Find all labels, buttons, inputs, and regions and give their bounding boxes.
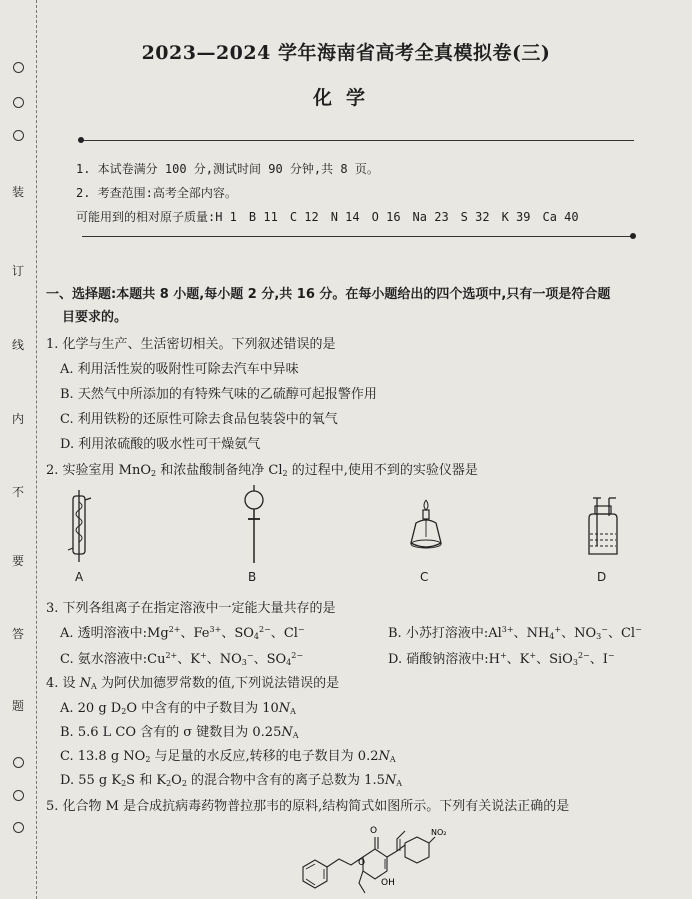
q4-option-c: C. 13.8 g $NO_2$ 与足量的水反应,转移的电子数目为 $0.2N_A$ bbox=[60, 749, 396, 764]
binding-hole-icon bbox=[13, 790, 24, 801]
q1-option-c: C. 利用铁粉的还原性可除去食品包装袋中的氧气 bbox=[60, 412, 338, 427]
q4-option-d: D. 55 g $K_2S$ 和 $K_2O_2$ 的混合物中含有的离子总数为 $1.5N_A$ bbox=[60, 773, 403, 788]
q3-option-c: C. 氨水溶液中$:Cu^{2+}$、K+、$NO_3^-$、$SO_4^{2-}$ bbox=[60, 651, 304, 667]
question-3-stem: 3. 下列各组离子在指定溶液中一定能大量共存的是 bbox=[46, 601, 336, 616]
atomic-mass: H 1 bbox=[215, 210, 237, 224]
separatory-funnel-icon bbox=[242, 485, 266, 563]
question-4-stem: 4. 设 $N_A$ 为阿伏加德罗常数的值,下列说法错误的是 bbox=[46, 676, 340, 691]
q4-option-a: A. 20 g $D_2O$ 中含有的中子数目为 $10N_A$ bbox=[60, 701, 296, 716]
binding-hole-icon bbox=[13, 130, 24, 141]
margin-char: 订 bbox=[11, 264, 24, 278]
margin-char: 答 bbox=[11, 627, 24, 641]
binding-margin bbox=[0, 0, 37, 899]
question-1-stem: 1. 化学与生产、生活密切相关。下列叙述错误的是 bbox=[46, 337, 336, 352]
apparatus-label-d: D bbox=[597, 570, 607, 584]
struct-label: OH bbox=[381, 878, 395, 888]
note-1: 1. 本试卷满分 100 分,测试时间 90 分钟,共 8 页。 bbox=[76, 162, 379, 176]
gas-washing-bottle-icon bbox=[585, 498, 621, 558]
q3-option-d: D. 硝酸钠溶液中:H+、K+、SiO$_3^{2-}$、I− bbox=[388, 651, 615, 667]
section-header-cont: 目要求的。 bbox=[62, 310, 128, 325]
q1-option-b: B. 天然气中所添加的有特殊气味的乙硫醇可起报警作用 bbox=[60, 387, 377, 402]
compound-m-structure bbox=[285, 815, 445, 899]
atomic-mass: S 32 bbox=[460, 210, 490, 224]
atomic-mass-label: 可能用到的相对原子质量: bbox=[76, 210, 216, 224]
apparatus-label-c: C bbox=[420, 570, 429, 584]
margin-char: 线 bbox=[11, 338, 24, 352]
top-divider bbox=[82, 140, 634, 141]
margin-char: 不 bbox=[11, 485, 24, 499]
struct-label: NO₂ bbox=[431, 828, 447, 837]
section-header: 一、选择题:本题共 8 小题,每小题 2 分,共 16 分。在每小题给出的四个选项中,只有一项是符合题 bbox=[46, 287, 611, 302]
q1-option-d: D. 利用浓硫酸的吸水性可干燥氨气 bbox=[60, 437, 261, 452]
subject-title: 化学 bbox=[312, 87, 379, 109]
question-2-stem: 2. 实验室用 MnO$_2$ 和浓盐酸制备纯净 $Cl_2$ 的过程中,使用不到的实验仪器是 bbox=[46, 463, 478, 478]
margin-char: 装 bbox=[11, 185, 24, 199]
struct-label: O bbox=[358, 858, 366, 868]
margin-char: 题 bbox=[11, 699, 24, 713]
exam-title: 2023—2024 学年海南省高考全真模拟卷(三) bbox=[141, 42, 551, 64]
struct-label: O bbox=[370, 826, 378, 836]
q3-option-b: B. 小苏打溶液中$:Al^{3+}$、$NH_4^+$、$NO_3^-$、Cl− bbox=[388, 625, 642, 641]
bottom-divider bbox=[82, 236, 634, 237]
divider-dot bbox=[630, 233, 636, 239]
atomic-mass: K 39 bbox=[501, 210, 531, 224]
binding-hole-icon bbox=[13, 822, 24, 833]
atomic-mass: Ca 40 bbox=[542, 210, 579, 224]
margin-char: 内 bbox=[11, 412, 24, 426]
note-2: 2. 考查范围:高考全部内容。 bbox=[76, 186, 237, 200]
atomic-mass: C 12 bbox=[289, 210, 319, 224]
atomic-mass: B 11 bbox=[248, 210, 278, 224]
binding-hole-icon bbox=[13, 757, 24, 768]
atomic-mass: N 14 bbox=[330, 210, 360, 224]
divider-dot bbox=[78, 137, 84, 143]
q3-option-a: A. 透明溶液中$:Mg^{2+}$、$Fe^{3+}$、$SO_4^{2-}$、Cl− bbox=[60, 625, 305, 641]
apparatus-label-a: A bbox=[75, 570, 84, 584]
q4-option-b: B. 5.6 L CO 含有的 σ 键数目为 $0.25N_A$ bbox=[60, 725, 299, 740]
margin-char: 要 bbox=[11, 554, 24, 568]
apparatus-label-b: B bbox=[248, 570, 257, 584]
question-5-stem: 5. 化合物 M 是合成抗病毒药物普拉那韦的原料,结构简式如图所示。下列有关说法正确的是 bbox=[46, 799, 570, 814]
atomic-mass-line bbox=[76, 208, 591, 225]
condenser-icon bbox=[68, 490, 92, 562]
atomic-mass: Na 23 bbox=[412, 210, 449, 224]
atomic-mass: O 16 bbox=[371, 210, 401, 224]
q1-option-a: A. 利用活性炭的吸附性可除去汽车中异味 bbox=[60, 362, 299, 377]
alcohol-lamp-icon bbox=[408, 498, 444, 550]
